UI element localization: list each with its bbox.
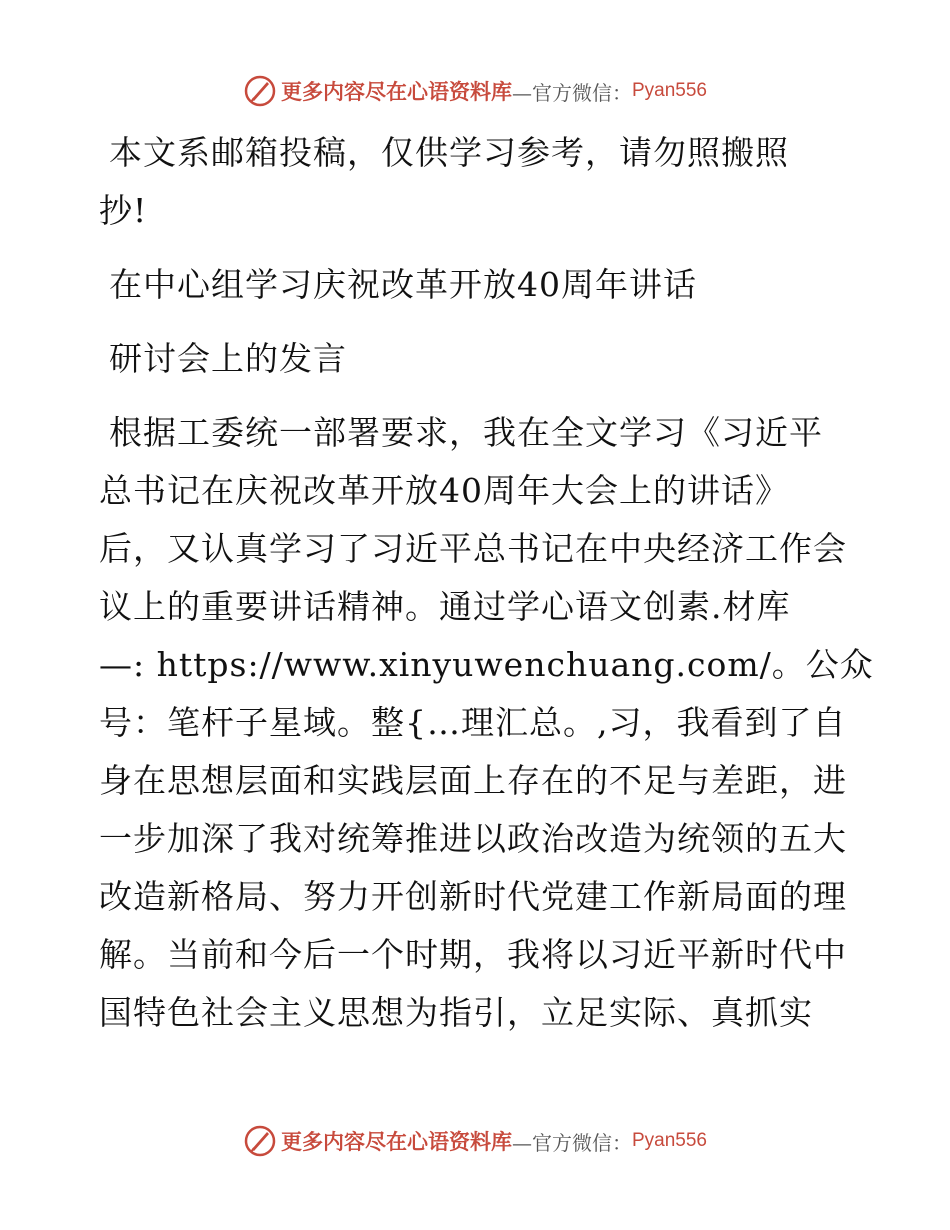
footer-banner <box>0 1121 950 1161</box>
body-line: —: https://www.xinyuwenchuang.com/。公众 <box>99 645 874 684</box>
document-title: 在中心组学习庆祝改革开放40周年讲话 <box>109 265 697 304</box>
body-line: 身在思想层面和实践层面上存在的不足与差距，进 <box>99 761 847 800</box>
document-subtitle: 研讨会上的发言 <box>109 339 347 378</box>
header-banner-separator: —官方微信： <box>511 80 632 105</box>
body-line: 议上的重要讲话精神。通过学心语文创素.材库 <box>99 587 791 626</box>
body-line: 一步加深了我对统筹推进以政治改造为统领的五大 <box>99 819 847 858</box>
body-line: 改造新格局、努力开创新时代党建工作新局面的理 <box>99 877 847 916</box>
body-line: 根据工委统一部署要求，我在全文学习《习近平 <box>109 413 823 452</box>
document-body <box>99 124 874 1042</box>
quill-pen-logo-icon <box>243 74 277 108</box>
header-banner-title: 更多内容尽在心语资料库 <box>280 79 512 104</box>
footer-banner-title: 更多内容尽在心语资料库 <box>280 1129 512 1154</box>
body-line: 总书记在庆祝改革开放40周年大会上的讲话》 <box>99 471 789 510</box>
header-banner-account: Pyan556 <box>631 80 707 101</box>
quill-pen-logo-icon <box>243 1124 277 1158</box>
notice-line: 本文系邮箱投稿，仅供学习参考，请勿照搬照 <box>109 133 789 172</box>
body-line: 解。当前和今后一个时期，我将以习近平新时代中 <box>99 935 847 974</box>
body-line: 国特色社会主义思想为指引，立足实际、真抓实 <box>99 993 813 1032</box>
footer-banner-separator: —官方微信： <box>511 1130 632 1155</box>
body-line: 号：笔杆子星域。整{…理汇总。,习，我看到了自 <box>99 703 847 742</box>
body-line: 后，又认真学习了习近平总书记在中央经济工作会 <box>99 529 847 568</box>
header-banner <box>0 71 950 111</box>
footer-banner-account: Pyan556 <box>631 1130 707 1151</box>
notice-line: 抄! <box>99 191 148 230</box>
